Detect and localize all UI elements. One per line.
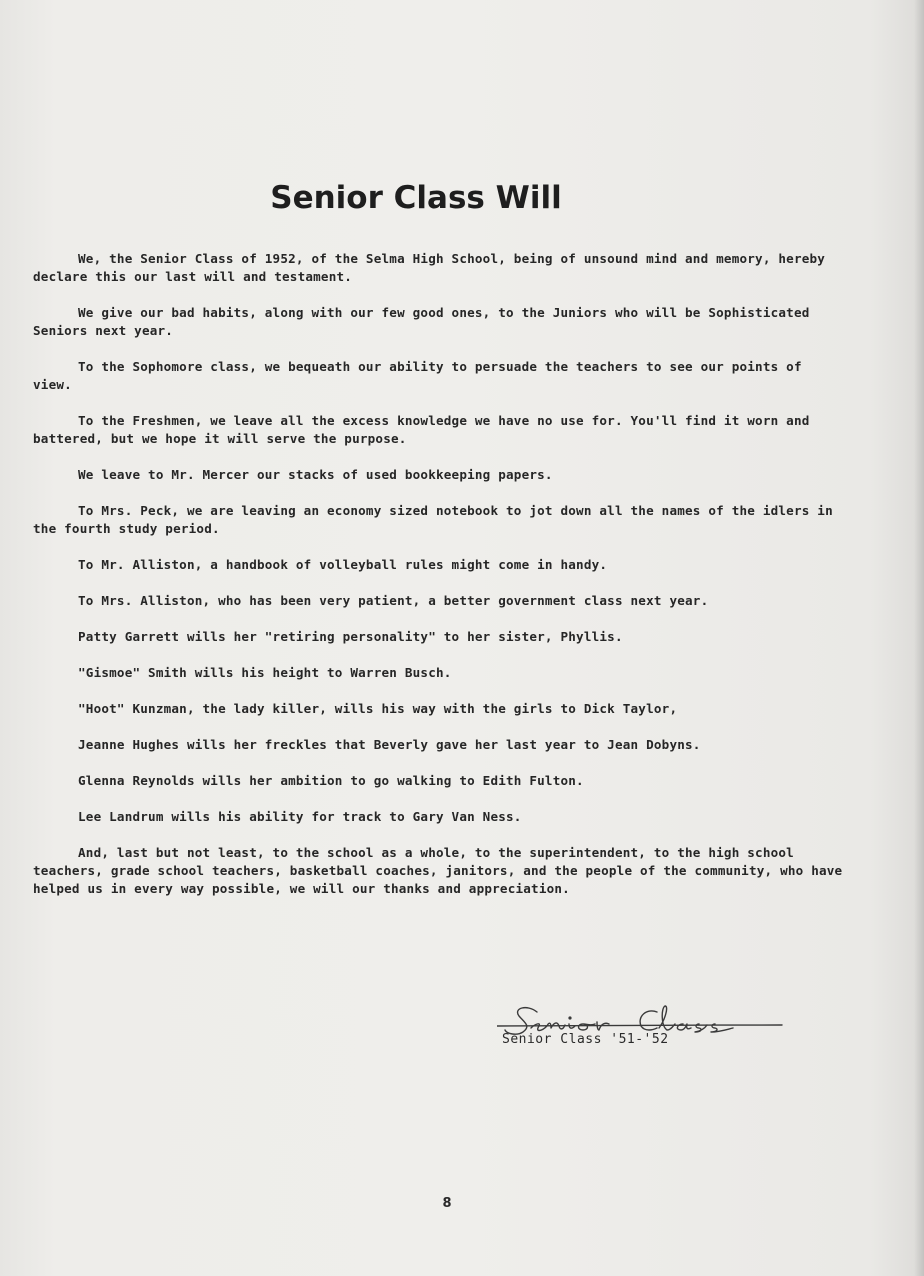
signature-block (497, 998, 787, 1058)
paragraph: To the Freshmen, we leave all the excess knowledge we have no use for. You'll find it worn and battered, but we hope it will serve the purpose. (33, 413, 810, 446)
paragraph: Jeanne Hughes wills her freckles that Beverly gave her last year to Jean Dobyns. (78, 737, 701, 752)
paragraph: To Mrs. Peck, we are leaving an economy sized notebook to jot down all the names of the idlers in the fourth study period. (33, 503, 833, 536)
paragraph: "Gismoe" Smith wills his height to Warren Busch. (78, 665, 452, 680)
paragraph: We give our bad habits, along with our few good ones, to the Juniors who will be Sophisticated Seniors next year. (33, 305, 810, 338)
will-body (33, 250, 848, 916)
page-title: Senior Class Will (270, 180, 562, 216)
page-number: 8 (442, 1196, 452, 1211)
handwritten-signature (497, 998, 787, 1058)
paragraph: To Mr. Alliston, a handbook of volleyball rules might come in handy. (78, 557, 608, 572)
signature-caption: Senior Class '51-'52 (502, 1032, 669, 1047)
paragraph: We leave to Mr. Mercer our stacks of used bookkeeping papers. (78, 467, 553, 482)
paragraph: To Mrs. Alliston, who has been very patient, a better government class next year. (78, 593, 709, 608)
paragraph: And, last but not least, to the school as a whole, to the superintendent, to the high school teachers, grade school teachers, basketball coaches, janitors, and the people of the community, who have helped us in every way possible, we will our thanks and appreciation. (33, 845, 843, 896)
paragraph: Lee Landrum wills his ability for track to Gary Van Ness. (78, 809, 522, 824)
paragraph: "Hoot" Kunzman, the lady killer, wills his way with the girls to Dick Taylor, (78, 701, 678, 716)
paragraph: To the Sophomore class, we bequeath our ability to persuade the teachers to see our points of view. (33, 359, 802, 392)
paragraph: Glenna Reynolds wills her ambition to go walking to Edith Fulton. (78, 773, 584, 788)
page-edge-shadow (914, 0, 924, 1276)
paragraph: Patty Garrett wills her "retiring personality" to her sister, Phyllis. (78, 629, 623, 644)
paragraph: We, the Senior Class of 1952, of the Selma High School, being of unsound mind and memory, hereby declare this our last will and testament. (33, 251, 826, 284)
